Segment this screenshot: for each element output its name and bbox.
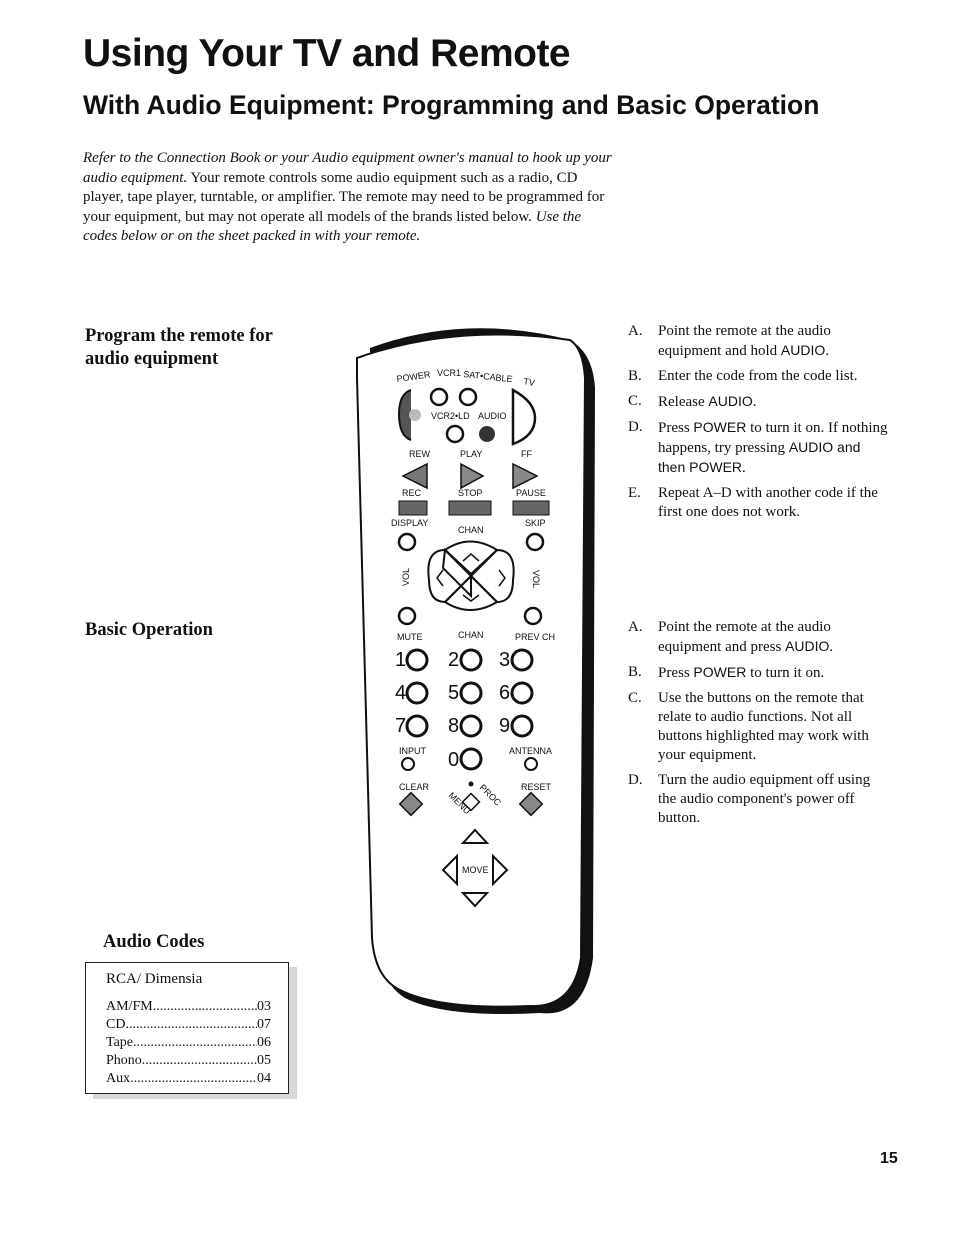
program-steps [628, 322, 888, 528]
remote-label-power: POWER [395, 369, 431, 384]
page-subtitle: With Audio Equipment: Programming and Basic Operation [83, 90, 820, 120]
digit-label: 6 [499, 682, 511, 704]
digit-label: 9 [499, 715, 511, 737]
basic-step: D. Turn the audio equipment off using the audio component's power off button. [628, 772, 871, 826]
remote-label-vol-left: VOL [401, 567, 411, 586]
remote-label-input: INPUT [399, 746, 426, 756]
remote-label-rew: REW [409, 449, 430, 459]
remote-label-play: PLAY [460, 449, 483, 459]
intro-paragraph [83, 149, 613, 247]
digit-label: 8 [448, 715, 460, 737]
audio-codes-heading: Audio Codes [103, 932, 205, 952]
basic-step: C. Use the buttons on the remote that relate to audio functions. Not all buttons highlighted may work with your equipment. [628, 690, 869, 763]
remote-illustration [345, 318, 605, 1028]
remote-label-proc: PROC [477, 782, 504, 808]
pause-button [513, 501, 549, 515]
program-step: D. Press POWER to turn it on. If nothing happens, try pressing AUDIO and then POWER. [628, 419, 888, 476]
audio-codes-box [85, 962, 289, 1094]
code-row: CD ..... 07 [106, 1016, 271, 1034]
remote-label-audio: AUDIO [478, 411, 507, 421]
remote-label-stop: STOP [458, 488, 483, 498]
remote-label-tv: TV [522, 376, 536, 388]
program-step: B. Enter the code from the code list. [628, 368, 858, 384]
digit-label: 5 [448, 682, 460, 704]
remote-label-rec: REC [402, 488, 422, 498]
page-title: Using Your TV and Remote [83, 32, 571, 75]
digit-label: 2 [448, 649, 460, 671]
codes-brand: RCA/ Dimensia [106, 971, 203, 987]
remote-label-vol-right: VOL [531, 570, 541, 589]
rec-button [399, 501, 427, 515]
intro-italic-2: Use the codes below or on the sheet packed in with your remote. [83, 208, 582, 244]
menu-dot-icon [469, 782, 474, 787]
remote-label-menu: MENU [446, 790, 473, 817]
remote-label-vcr2ld: VCR2•LD [431, 411, 470, 421]
code-row: Aux ..... 04 [106, 1070, 271, 1088]
basic-step: A. Point the remote at the audio equipment and press AUDIO. [628, 619, 834, 655]
basic-step: B. Press POWER to turn it on. [628, 664, 825, 681]
remote-label-chan-top: CHAN [458, 525, 484, 535]
codes-list [106, 998, 271, 1088]
digit-label: 3 [499, 649, 511, 671]
code-row: Phono ..... 05 [106, 1052, 271, 1070]
basic-steps [628, 618, 888, 834]
basic-heading: Basic Operation [85, 620, 213, 640]
digit-label: 4 [395, 682, 407, 704]
program-step: E. Repeat A–D with another code if the first one does not work. [628, 485, 878, 520]
program-step: C. Release AUDIO. [628, 393, 757, 410]
remote-label-ff: FF [521, 449, 532, 459]
digit-label: 1 [395, 649, 407, 671]
intro-text: Your remote controls some audio equipment such as a radio, CD player, tape player, turntable, or amplifier. The remote may need to be programmed for your equipment, but may not operate all models of the brands listed below. [83, 169, 605, 225]
digit-label: 7 [395, 715, 407, 737]
remote-label-satcable: SAT•CABLE [462, 369, 514, 385]
remote-label-move: MOVE [462, 865, 489, 875]
remote-label-pause: PAUSE [516, 488, 546, 498]
intro-italic-1: Refer to the Connection Book or your Audio equipment owner's manual to hook up your audio equipment. [83, 150, 612, 186]
digit-label: 0 [448, 749, 460, 771]
power-button-highlight [409, 409, 421, 421]
remote-label-display: DISPLAY [391, 518, 429, 528]
remote-label-reset: RESET [521, 782, 552, 792]
remote-label-prevch: PREV CH [515, 632, 556, 642]
remote-label-clear: CLEAR [399, 782, 430, 792]
remote-label-chan-bottom: CHAN [458, 630, 484, 640]
code-row: AM/FM ..... 03 [106, 998, 271, 1016]
remote-label-mute: MUTE [397, 632, 423, 642]
audio-button [479, 426, 495, 442]
remote-label-skip: SKIP [525, 518, 546, 528]
program-heading: Program the remote for audio equipment [85, 326, 273, 369]
remote-label-vcr1: VCR1 [437, 368, 462, 378]
program-step: A. Point the remote at the audio equipment and hold AUDIO. [628, 323, 831, 359]
stop-button [449, 501, 491, 515]
code-row: Tape ..... 06 [106, 1034, 271, 1052]
remote-label-antenna: ANTENNA [509, 746, 553, 756]
page-number: 15 [880, 1150, 898, 1167]
